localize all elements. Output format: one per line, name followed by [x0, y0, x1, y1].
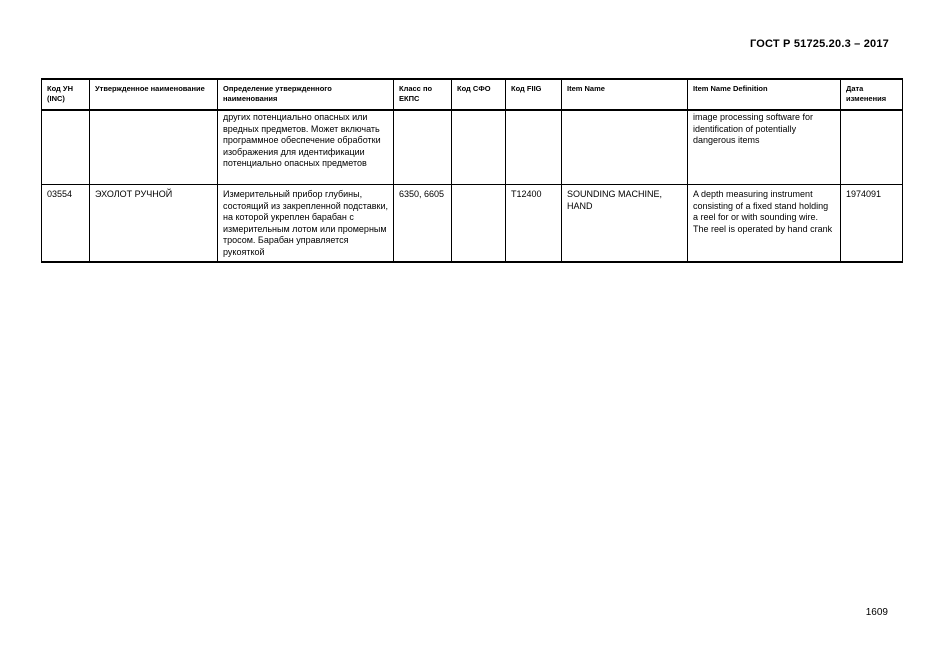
cell-fiig-code: T12400 [506, 185, 562, 262]
column-header-sfo-code: Код СФО [452, 79, 506, 110]
cell-ekps-class [394, 110, 452, 185]
cell-change-date [841, 110, 903, 185]
cell-item-name: SOUNDING MACHINE, HAND [562, 185, 688, 262]
table-header-row [42, 79, 903, 110]
cell-item-name [562, 110, 688, 185]
cell-item-name-definition: image processing software for identification of potentially dangerous items [688, 110, 841, 185]
table-row [42, 110, 903, 185]
column-header-definition-ru: Определение утвержденного наименования [218, 79, 394, 110]
column-header-inc: Код УН (INC) [42, 79, 90, 110]
page-number: 1609 [865, 607, 888, 618]
column-header-ekps-class: Класс по ЕКПС [394, 79, 452, 110]
cell-ekps-class: 6350, 6605 [394, 185, 452, 262]
cell-name-ru [90, 110, 218, 185]
column-header-fiig-code: Код FIIG [506, 79, 562, 110]
document-code: ГОСТ Р 51725.20.3 – 2017 [749, 38, 889, 50]
cell-definition-ru: Измерительный прибор глубины, состоящий из закрепленной подставки, на которой укреплен барабан с измерительным лотом или промерным тросом. Барабан управляется рукояткой [218, 185, 394, 262]
cell-inc: 03554 [42, 185, 90, 262]
column-header-change-date: Дата изменения [841, 79, 903, 110]
cell-item-name-definition: A depth measuring instrument consisting of a fixed stand holding a reel for or with sounding wire. The reel is operated by hand crank [688, 185, 841, 262]
cell-fiig-code [506, 110, 562, 185]
cell-change-date: 1974091 [841, 185, 903, 262]
cell-name-ru: ЭХОЛОТ РУЧНОЙ [90, 185, 218, 262]
column-header-item-name: Item Name [562, 79, 688, 110]
column-header-item-name-definition: Item Name Definition [688, 79, 841, 110]
table-row [42, 185, 903, 262]
cell-inc [42, 110, 90, 185]
cell-sfo-code [452, 110, 506, 185]
cell-sfo-code [452, 185, 506, 262]
cell-definition-ru: других потенциально опасных или вредных предметов. Может включать программное обеспечение обработки изображения для идентификации потенциально опасных предметов [218, 110, 394, 185]
column-header-name-ru: Утвержденное наименование [90, 79, 218, 110]
catalog-table [41, 78, 903, 263]
